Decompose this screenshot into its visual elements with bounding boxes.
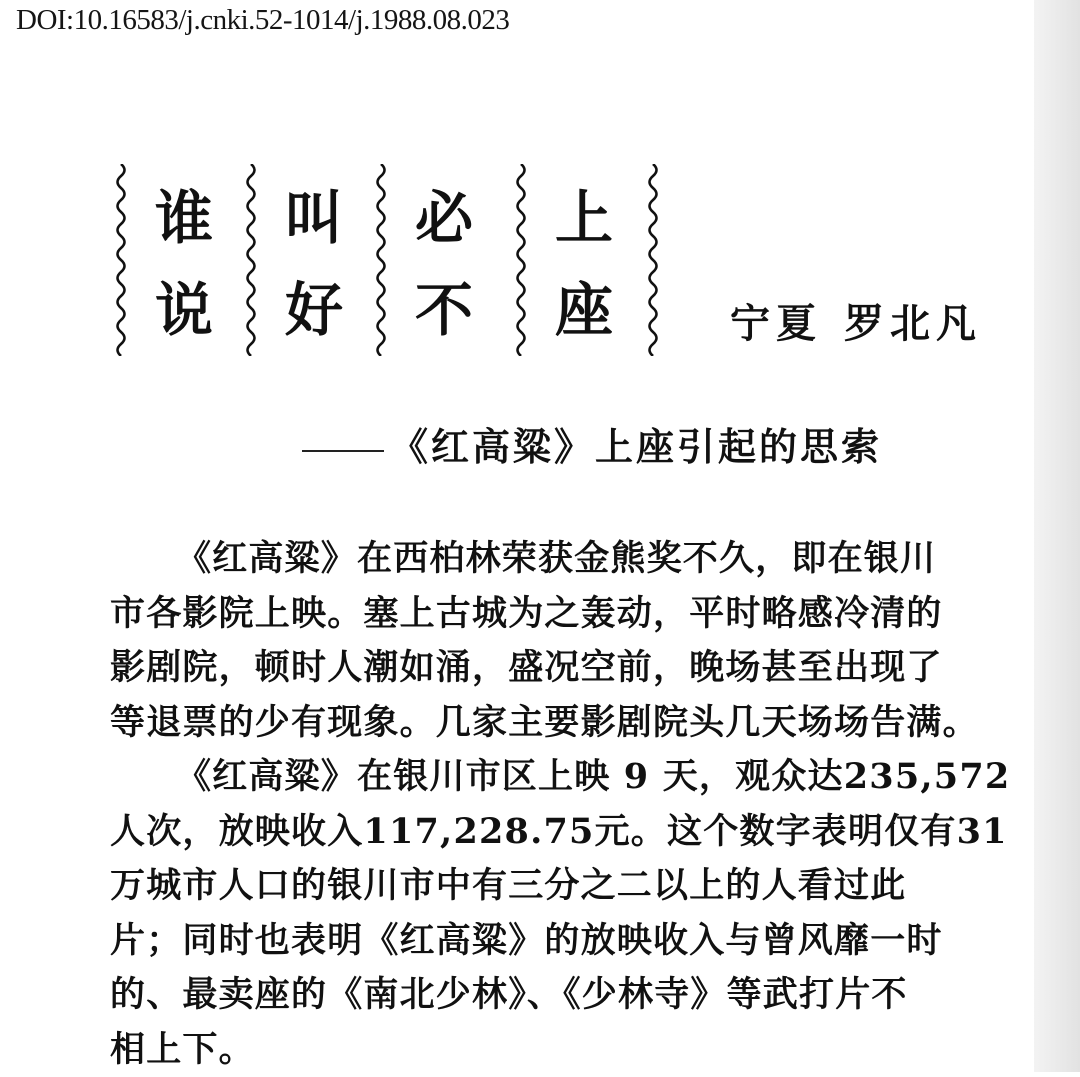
paragraph-line: 《红高粱》在银川市区上映 9 天，观众达235,572 bbox=[110, 750, 1050, 805]
subtitle-dash bbox=[302, 450, 384, 452]
wavy-divider bbox=[242, 164, 260, 356]
paragraph-line: 市各影院上映。塞上古城为之轰动，平时略感冷清的 bbox=[110, 587, 1050, 642]
title-char: 说 bbox=[144, 264, 224, 356]
title-column-4 bbox=[544, 172, 624, 356]
doi-header: DOI:10.16583/j.cnki.52-1014/j.1988.08.023 bbox=[16, 4, 509, 37]
subtitle-text: 《红高粱》上座引起的思索 bbox=[390, 424, 882, 469]
paragraph-line: 万城市人口的银川市中有三分之二以上的人看过此 bbox=[110, 859, 1050, 914]
title-char: 座 bbox=[544, 264, 624, 356]
title-column-1 bbox=[144, 172, 224, 356]
article-body bbox=[110, 532, 1050, 1077]
paragraph-line: 影剧院，顿时人潮如涌，盛况空前，晚场甚至出现了 bbox=[110, 641, 1050, 696]
article-title bbox=[112, 164, 672, 356]
title-char: 不 bbox=[404, 264, 484, 356]
article-subtitle bbox=[302, 416, 882, 471]
paragraph-line: 人次，放映收入117,228.75元。这个数字表明仅有31 bbox=[110, 805, 1050, 860]
author-region: 宁夏 bbox=[730, 300, 822, 347]
paragraph-line: 的、最卖座的《南北少林》、《少林寺》等武打片不 bbox=[110, 968, 1050, 1023]
paragraph-line: 《红高粱》在西柏林荣获金熊奖不久，即在银川 bbox=[110, 532, 1050, 587]
title-column-3 bbox=[404, 172, 484, 356]
title-char: 谁 bbox=[144, 172, 224, 264]
wavy-divider bbox=[112, 164, 130, 356]
title-char: 好 bbox=[274, 264, 354, 356]
paragraph-line: 相上下。 bbox=[110, 1023, 1050, 1077]
paragraph-line: 片；同时也表明《红高粱》的放映收入与曾风靡一时 bbox=[110, 914, 1050, 969]
wavy-divider bbox=[512, 164, 530, 356]
author-name: 罗北凡 bbox=[844, 300, 982, 347]
author-byline bbox=[730, 292, 982, 349]
title-column-2 bbox=[274, 172, 354, 356]
title-char: 上 bbox=[544, 172, 624, 264]
paragraph-line: 等退票的少有现象。几家主要影剧院头几天场场告满。 bbox=[110, 696, 1050, 751]
wavy-divider bbox=[644, 164, 662, 356]
title-char: 叫 bbox=[274, 172, 354, 264]
title-char: 必 bbox=[404, 172, 484, 264]
wavy-divider bbox=[372, 164, 390, 356]
